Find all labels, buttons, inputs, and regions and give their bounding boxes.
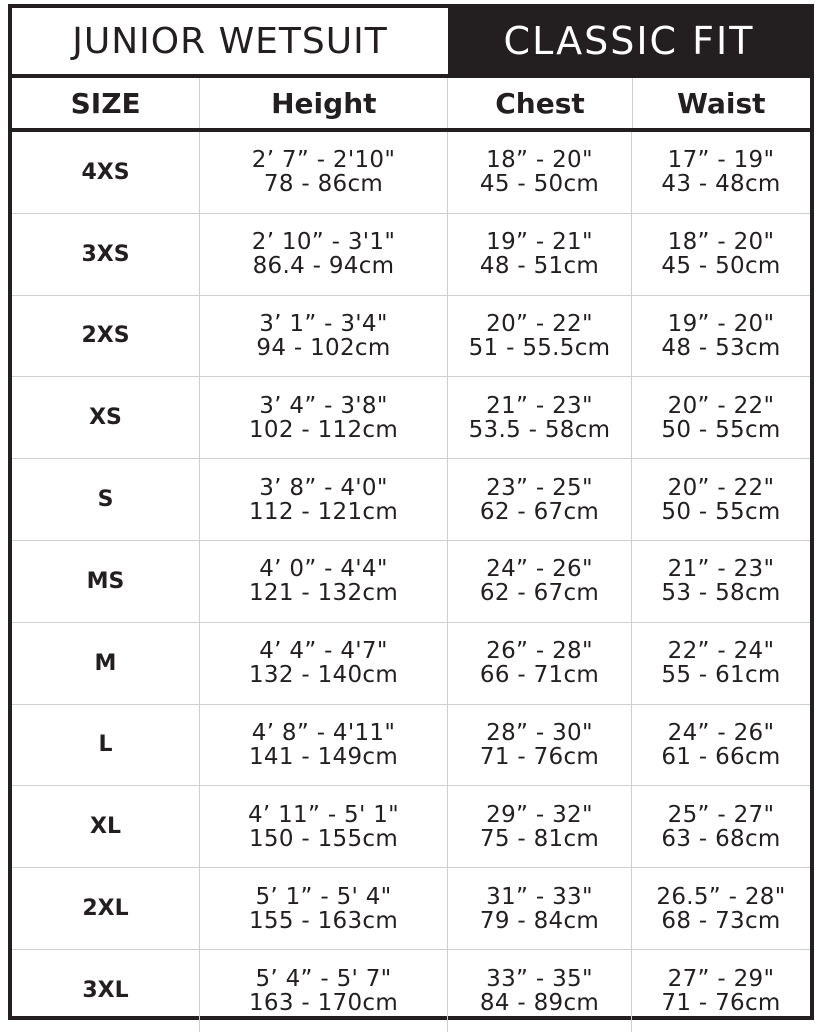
height-cm: 78 - 86cm [263, 171, 384, 198]
chest-cm: 53.5 - 58cm [468, 416, 611, 443]
waist-cm: 53 - 58cm [661, 580, 781, 607]
waist-cm: 45 - 50cm [661, 253, 781, 280]
height-inches: 5’ 4” - 5' 7" [255, 965, 392, 992]
size-cell [12, 459, 200, 540]
height-cell [200, 950, 448, 1032]
size-label: 2XS [81, 323, 130, 349]
size-cell [12, 377, 200, 458]
size-label: S [97, 487, 114, 513]
height-cm: 121 - 132cm [248, 580, 399, 607]
chest-inches: 28” - 30" [486, 719, 593, 746]
height-inches: 2’ 10” - 3'1" [251, 229, 396, 256]
height-inches: 5’ 1” - 5' 4" [255, 883, 392, 910]
waist-inches: 19” - 20" [667, 310, 775, 337]
size-cell [12, 950, 200, 1032]
chest-cm: 51 - 55.5cm [468, 334, 611, 361]
header-height: Height [200, 78, 448, 128]
height-cell [200, 623, 448, 704]
height-cm: 141 - 149cm [248, 743, 399, 770]
table-row [12, 705, 810, 787]
chest-cm: 62 - 67cm [479, 580, 600, 607]
chest-cell [448, 214, 632, 295]
chest-inches: 23” - 25" [486, 474, 593, 501]
waist-inches: 17” - 19" [667, 147, 775, 174]
header-size: SIZE [12, 78, 200, 128]
height-cm: 86.4 - 94cm [252, 253, 395, 280]
waist-inches: 25” - 27" [667, 801, 775, 828]
height-cm: 112 - 121cm [248, 498, 399, 525]
size-cell [12, 214, 200, 295]
chest-cm: 45 - 50cm [479, 171, 600, 198]
height-inches: 3’ 8” - 4'0" [259, 474, 388, 501]
table-row [12, 786, 810, 868]
waist-inches: 21” - 23" [667, 556, 775, 583]
height-inches: 3’ 4” - 3'8" [259, 392, 388, 419]
chest-cell [448, 459, 632, 540]
chest-inches: 26” - 28" [486, 638, 593, 665]
size-label: XS [89, 405, 122, 431]
waist-inches: 22” - 24" [667, 638, 775, 665]
waist-cell [632, 950, 810, 1032]
waist-inches: 20” - 22" [667, 392, 775, 419]
title-row [12, 8, 810, 78]
height-inches: 2’ 7” - 2'10" [251, 147, 396, 174]
height-cell [200, 132, 448, 213]
chest-cm: 75 - 81cm [479, 825, 600, 852]
height-cell [200, 459, 448, 540]
table-row [12, 623, 810, 705]
chart-title: JUNIOR WETSUIT [72, 20, 388, 62]
chest-cm: 66 - 71cm [479, 662, 600, 689]
chest-cell [448, 132, 632, 213]
height-inches: 3’ 1” - 3'4" [259, 310, 388, 337]
height-inches: 4’ 0” - 4'4" [259, 556, 388, 583]
height-inches: 4’ 4” - 4'7" [259, 638, 388, 665]
waist-inches: 26.5” - 28" [656, 883, 786, 910]
waist-cm: 50 - 55cm [661, 498, 781, 525]
table-row [12, 459, 810, 541]
waist-cm: 50 - 55cm [661, 416, 781, 443]
table-row [12, 950, 810, 1032]
chest-inches: 33” - 35" [486, 965, 593, 992]
size-label: MS [86, 568, 125, 594]
size-cell [12, 786, 200, 867]
chest-cell [448, 868, 632, 949]
waist-cell [632, 214, 810, 295]
chest-cm: 71 - 76cm [479, 743, 600, 770]
size-label: 3XS [81, 241, 130, 267]
waist-cell [632, 786, 810, 867]
size-label: XL [90, 814, 121, 840]
waist-cm: 55 - 61cm [661, 662, 781, 689]
fit-label: CLASSIC FIT [448, 8, 810, 74]
chest-cell [448, 950, 632, 1032]
chest-cell [448, 377, 632, 458]
size-label: 4XS [81, 159, 130, 185]
chest-cell [448, 786, 632, 867]
waist-cell [632, 868, 810, 949]
chest-inches: 29” - 32" [486, 801, 593, 828]
chest-inches: 18” - 20" [486, 147, 593, 174]
height-inches: 4’ 11” - 5' 1" [247, 801, 400, 828]
waist-cm: 43 - 48cm [661, 171, 781, 198]
chest-cell [448, 705, 632, 786]
waist-cell [632, 296, 810, 377]
size-cell [12, 132, 200, 213]
waist-cell [632, 459, 810, 540]
chest-inches: 24” - 26" [486, 556, 593, 583]
size-cell [12, 541, 200, 622]
size-cell [12, 623, 200, 704]
height-cm: 150 - 155cm [248, 825, 399, 852]
chest-cm: 62 - 67cm [479, 498, 600, 525]
size-label: 3XL [82, 978, 129, 1004]
size-cell [12, 868, 200, 949]
table-body [12, 132, 810, 1032]
height-cell [200, 705, 448, 786]
waist-cm: 71 - 76cm [661, 989, 781, 1016]
waist-cell [632, 541, 810, 622]
height-cell [200, 296, 448, 377]
header-row [12, 78, 810, 132]
size-label: 2XL [82, 896, 129, 922]
waist-inches: 18” - 20" [667, 229, 775, 256]
height-cell [200, 541, 448, 622]
chest-inches: 21” - 23" [486, 392, 593, 419]
height-cm: 94 - 102cm [256, 334, 391, 361]
waist-cell [632, 377, 810, 458]
size-chart-table [8, 4, 814, 1020]
header-chest: Chest [448, 78, 632, 128]
waist-cm: 48 - 53cm [661, 334, 781, 361]
table-row [12, 868, 810, 950]
height-cm: 132 - 140cm [248, 662, 399, 689]
waist-cell [632, 132, 810, 213]
height-cm: 155 - 163cm [248, 907, 399, 934]
size-label: M [94, 650, 117, 676]
chest-cm: 79 - 84cm [479, 907, 600, 934]
waist-cell [632, 705, 810, 786]
chest-inches: 19” - 21" [486, 229, 593, 256]
chest-cell [448, 541, 632, 622]
waist-cm: 63 - 68cm [661, 825, 781, 852]
chest-inches: 20” - 22" [486, 310, 593, 337]
waist-cm: 68 - 73cm [661, 907, 781, 934]
height-cell [200, 377, 448, 458]
size-cell [12, 705, 200, 786]
height-cm: 163 - 170cm [248, 989, 399, 1016]
table-row [12, 541, 810, 623]
size-cell [12, 296, 200, 377]
chest-cell [448, 623, 632, 704]
height-cm: 102 - 112cm [248, 416, 399, 443]
height-cell [200, 786, 448, 867]
waist-cell [632, 623, 810, 704]
chest-cm: 84 - 89cm [479, 989, 600, 1016]
chest-cell [448, 296, 632, 377]
waist-inches: 20” - 22" [667, 474, 775, 501]
table-row [12, 377, 810, 459]
waist-inches: 24” - 26" [667, 719, 775, 746]
size-label: L [98, 732, 113, 758]
waist-cm: 61 - 66cm [661, 743, 781, 770]
table-row [12, 214, 810, 296]
waist-inches: 27” - 29" [667, 965, 775, 992]
header-waist: Waist [677, 86, 766, 120]
table-row [12, 296, 810, 378]
height-cell [200, 868, 448, 949]
height-cell [200, 214, 448, 295]
chest-cm: 48 - 51cm [479, 253, 600, 280]
chest-inches: 31” - 33" [486, 883, 593, 910]
table-row [12, 132, 810, 214]
height-inches: 4’ 8” - 4'11" [251, 719, 396, 746]
